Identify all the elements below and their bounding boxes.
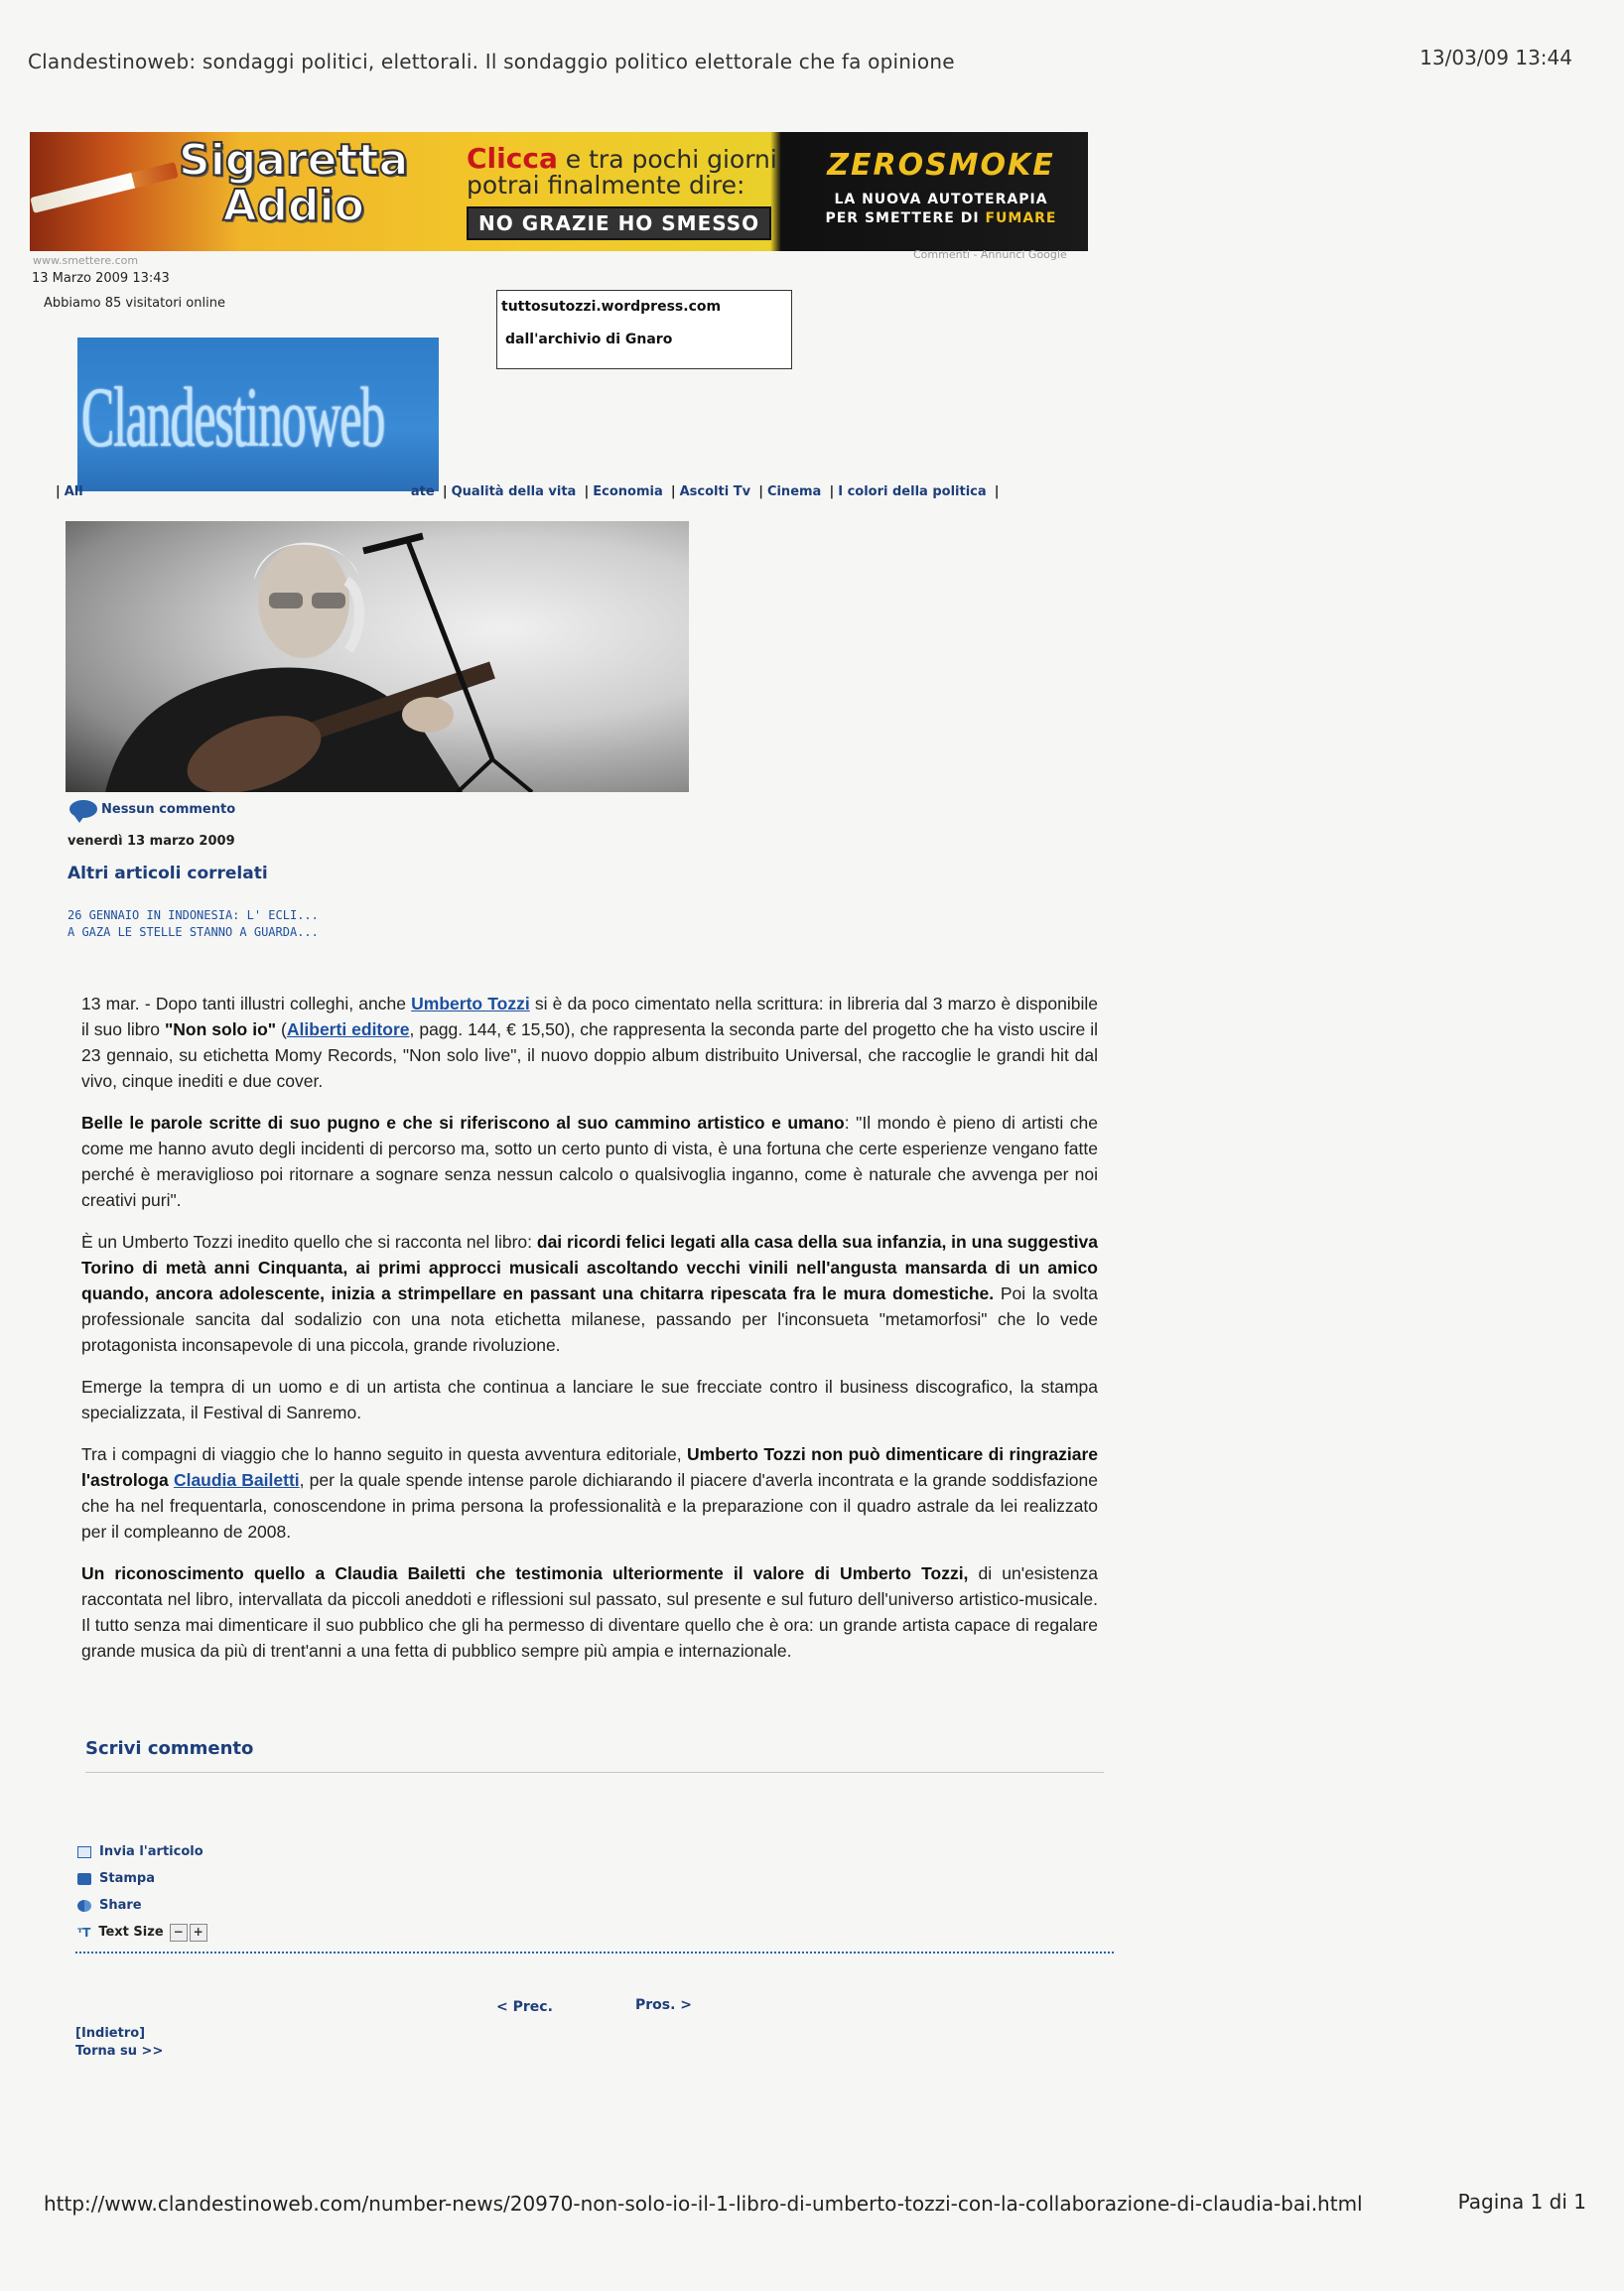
back-links [75,2025,163,2061]
article-paragraph [81,1110,1098,1213]
share-icon [77,1900,91,1912]
link-umberto-tozzi[interactable]: Umberto Tozzi [411,994,530,1013]
banner-sub-line2b: FUMARE [985,210,1057,226]
article-paragraph [81,1441,1098,1545]
prev-article-link[interactable]: < Prec. [496,1999,553,2015]
archive-note-box [496,290,792,369]
share-label: Share [99,1898,142,1913]
print-footer-page: Pagina 1 di 1 [1457,2190,1586,2214]
comments-link[interactable] [69,800,235,818]
nav-separator: | [442,484,448,499]
article-paragraph [81,1560,1098,1664]
ad-caption-google[interactable]: Commenti - Annunci Google [913,248,1067,261]
archive-note-source: dall'archivio di Gnaro [505,332,673,347]
text-size-decrease-button[interactable]: − [170,1924,188,1942]
banner-title-line1: Sigaretta [179,135,409,186]
nav-separator: | [994,484,1000,499]
text-size-icon: ᵀT [77,1925,91,1940]
banner-message-line2: potrai finalmente dire: [467,171,745,200]
write-comment-link[interactable]: Scrivi commento [85,1738,254,1759]
text-size-label: Text Size [98,1925,164,1940]
text-run: di un'esistenza raccontata nel libro, intervallata da piccoli aneddoti e riflessioni sul passato, sul presente e sul futuro dell'universo artistico-musicale. Il tutto senza mai dimenticare il suo pubblico che gli ha permesso di diventare quello che è ora: un grande artista capace di regalare grande musica da più di trent'anni a una fetta di pubblico sempre più ampia e internazionale. [81,1563,1098,1661]
text-size-control [77,1919,207,1946]
category-nav [52,484,1004,499]
text-run: , per la quale spende intense parole dichiarando il piacere d'averla incontrata e la grande soddisfazione che ha nel frequentarla, conoscendone in prima persona la professionalità e la preparazione con il quadro astrale da lei realizzato per il compleanno de 2008. [81,1470,1098,1542]
back-link[interactable]: [Indietro] [75,2026,146,2041]
print-label: Stampa [99,1871,155,1886]
share-button[interactable] [77,1892,207,1919]
bold-run: Umberto Tozzi non può dimenticare di ringraziare l'astrologa [81,1444,1098,1490]
musician-illustration [66,521,689,792]
text-run: , pagg. 144, € 15,50), che rappresenta la seconda parte del progetto che ha visto uscire il 23 gennaio, su etichetta Momy Records, "Non solo live", il nuovo doppio album distribuito Universal, che raccoglie le grandi hit dal vivo, cinque inediti e due cover. [81,1019,1098,1091]
banner-title-line2: Addio [222,181,364,231]
nav-separator: | [584,484,590,499]
text-run: Poi la svolta professionale sancita dal sodalizio con una nota etichetta milanese, passando per l'inconsueta "metamorfosi" che lo vede protagonista inconsapevole di una piccola, grande rivoluzione. [81,1283,1098,1355]
send-article-label: Invia l'articolo [99,1844,203,1859]
mail-icon [77,1846,91,1858]
link-claudia-bailetti[interactable]: Claudia Bailetti [173,1470,300,1490]
site-logo-text: Clandestinoweb [81,369,385,465]
related-articles-title: Altri articoli correlati [68,864,268,883]
banner-ad[interactable] [30,132,1088,251]
related-article-link[interactable]: 26 GENNAIO IN INDONESIA: L' ECLI... [68,908,319,922]
banner-brand-sub [794,191,1088,228]
site-logo[interactable] [77,337,439,491]
archive-note-url: tuttosutozzi.wordpress.com [501,299,722,315]
nav-separator: | [758,484,763,499]
banner-sub-line2a: PER SMETTERE DI [825,210,986,226]
text-run: si è da poco cimentato nella scrittura: in libreria dal 3 marzo è disponibile il suo libro [81,994,1098,1039]
banner-brand-block [794,132,1088,251]
banner-line1-rest: e tra pochi giorni [557,145,777,174]
banner-message-line1 [467,142,794,175]
banner-message [407,132,794,251]
nav-item-ascolti[interactable]: Ascolti Tv [679,484,751,499]
nav-item-economia[interactable]: Economia [593,484,663,499]
book-title: "Non solo io" [164,1019,277,1039]
related-articles-list [68,907,319,941]
article-paragraph: Emerge la tempra di un uomo e di un artista che continua a lanciare le sue frecciate contro il business discografico, la stampa specializzata, il Festival di Sanremo. [81,1377,1098,1422]
print-header-datetime: 13/03/09 13:44 [1420,46,1572,69]
print-footer-url: http://www.clandestinoweb.com/number-news/20970-non-solo-io-il-1-libro-di-umberto-tozzi-con-la-collaborazione-di-claudia-bai.html [44,2192,1363,2216]
nav-separator: | [829,484,835,499]
print-button[interactable] [77,1865,207,1892]
banner-sub-line2 [794,209,1088,228]
text-run: Tra i compagni di viaggio che lo hanno seguito in questa avventura editoriale, [81,1444,688,1464]
nav-item-cinema[interactable]: Cinema [766,484,822,499]
printer-icon [77,1873,91,1885]
nav-item-partial-2[interactable]: ate [410,484,435,499]
bold-run: Un riconoscimento quello a Claudia Bailetti che testimonia ulteriormente il valore di Umberto Tozzi, [81,1563,969,1583]
comments-count-label: Nessun commento [101,801,236,817]
nav-item-qualita[interactable]: Qualità della vita [451,484,577,499]
divider [85,1772,1104,1773]
bold-run: Belle le parole scritte di suo pugno e che si riferiscono al suo cammino artistico e umano [81,1113,845,1133]
bold-run: dai ricordi felici legati alla casa della sua infanzia, in una suggestiva Torino di metà anni Cinquanta, ai primi approcci musicali ascoltando vecchi vinili nell'angusta mansarda di un amico quando, ancora adolescente, inizia a strimpellare en passant una chitarra ripescata fra le mura domestiche. [81,1232,1098,1303]
next-article-link[interactable]: Pros. > [635,1997,693,2013]
text-size-increase-button[interactable]: + [190,1924,207,1942]
send-article-button[interactable] [77,1838,207,1865]
text-run: ( [276,1019,287,1039]
text-run: : "Il mondo è pieno di artisti che come me hanno avuto degli incidenti di percorso ma, sotto un certo punto di vista, è una fortuna che certe esperienze vengano fatte perché è meraviglioso poi ritornare a sognare senza nessun calcolo o qualsivoglia inganno, come è naturale che avvenga per noi creativi puri". [81,1113,1098,1210]
dotted-divider [75,1952,1114,1954]
nav-separator: | [670,484,676,499]
banner-brand: ZEROSMOKE [827,148,1055,183]
article-photo [66,521,689,792]
cigarette-icon [30,162,178,213]
nav-item-partial[interactable]: All [64,484,83,499]
banner-message-slogan: NO GRAZIE HO SMESSO [467,206,771,240]
banner-title [179,135,409,231]
article-paragraph [81,991,1098,1094]
print-header-title: Clandestinoweb: sondaggi politici, elettorali. Il sondaggio politico elettorale che fa opinione [28,50,955,73]
link-aliberti-editore[interactable]: Aliberti editore [286,1019,410,1039]
article-body [81,991,1098,1680]
nav-item-colori[interactable]: I colori della politica [838,484,987,499]
nav-separator: | [56,484,61,499]
comment-bubble-icon [69,800,97,818]
related-article-link[interactable]: A GAZA LE STELLE STANNO A GUARDA... [68,925,319,939]
article-paragraph [81,1229,1098,1358]
article-date: venerdì 13 marzo 2009 [68,834,235,849]
banner-click-word: Clicca [467,142,558,175]
text-run: È un Umberto Tozzi inedito quello che si racconta nel libro: [81,1232,537,1252]
text-run: 13 mar. - Dopo tanti illustri colleghi, anche [81,994,412,1013]
banner-left [30,132,407,251]
top-link[interactable]: Torna su >> [75,2044,164,2059]
ad-caption-site[interactable]: www.smettere.com [33,254,139,267]
visitors-online: Abbiamo 85 visitatori online [44,296,225,311]
article-tools [77,1838,207,1946]
site-date: 13 Marzo 2009 13:43 [32,271,170,286]
banner-sub-line1: LA NUOVA AUTOTERAPIA [834,192,1048,207]
